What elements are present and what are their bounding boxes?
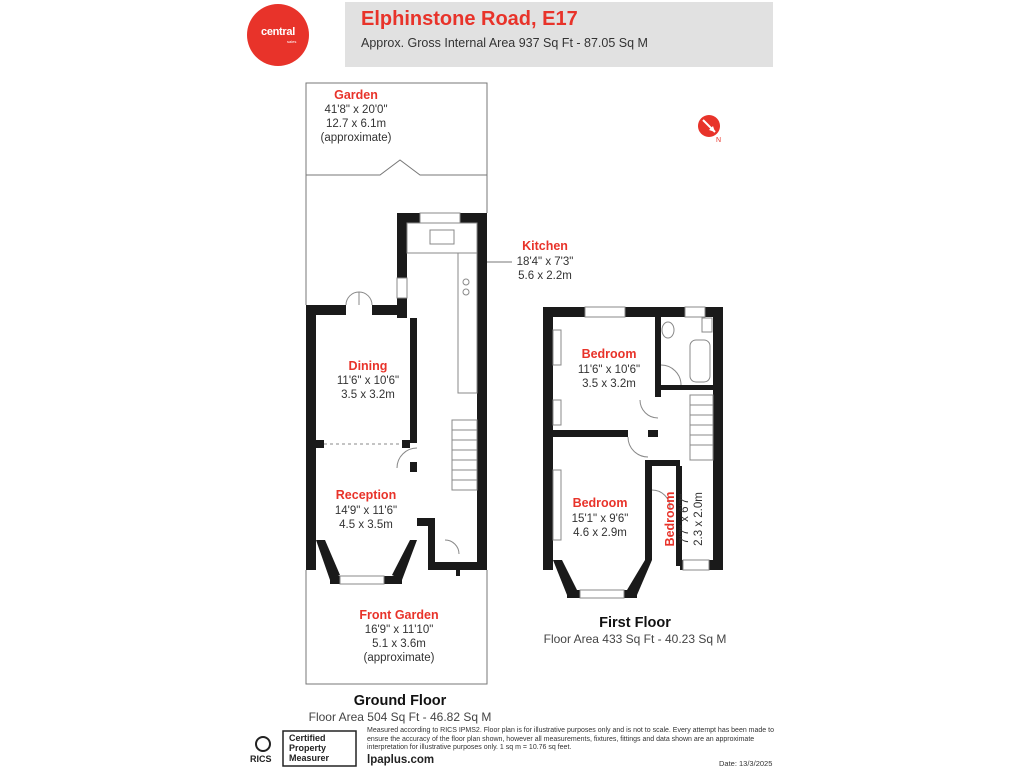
disclaimer-text: Measured according to RICS IPMS2. Floor plan is for illustrative purposes only and is not to scale. Every attempt has been made to ensure the accuracy of the floor plan shown, however all measurements, fixtures, fittings and data shown are an approximate interpretation for illustrative purposes only. 1 sq m = 10.76 sq feet. — [367, 727, 774, 751]
bedroom2-dim-metric: 4.6 x 2.9m — [573, 527, 627, 539]
first-floor-area: Floor Area 433 Sq Ft - 40.23 Sq M — [543, 632, 727, 646]
reception-dim-imperial: 14'9" x 11'6" — [334, 505, 398, 517]
first-floor-title: First Floor — [599, 615, 671, 631]
logo-subtext: sales — [287, 39, 297, 44]
ground-floor-area: Floor Area 504 Sq Ft - 46.82 Sq M — [308, 710, 492, 724]
bedroom3-label: Bedroom — [663, 491, 677, 547]
reception-label: Reception — [335, 488, 397, 502]
bedroom1-dim-metric: 3.5 x 3.2m — [582, 378, 636, 390]
rics-certified-badge — [247, 730, 357, 767]
svg-text:N: N — [716, 137, 722, 144]
gross-area: Approx. Gross Internal Area 937 Sq Ft - 87.05 Sq M — [361, 36, 648, 50]
kitchen-dim-metric: 5.6 x 2.2m — [518, 270, 572, 282]
dining-label: Dining — [348, 359, 388, 373]
bedroom1-label: Bedroom — [581, 347, 637, 361]
dining-dim-metric: 3.5 x 3.2m — [341, 389, 395, 401]
bedroom3-dim-imperial: 7'7" x 6'7" — [679, 493, 691, 545]
garden-note: (approximate) — [320, 132, 392, 144]
bedroom3-dim-metric: 2.3 x 2.0m — [693, 492, 705, 546]
front-garden-dim-imperial: 16'9" x 11'10" — [364, 624, 434, 636]
bedroom1-dim-imperial: 11'6" x 10'6" — [577, 364, 641, 376]
cert-line-2: Property — [289, 743, 327, 753]
dining-dim-imperial: 11'6" x 10'6" — [336, 375, 400, 387]
compass-icon — [698, 115, 721, 144]
kitchen-label: Kitchen — [522, 239, 568, 253]
bedroom2-label: Bedroom — [572, 496, 628, 510]
garden-dim-imperial: 41'8" x 20'0" — [324, 104, 388, 116]
lpaplus-link[interactable]: lpaplus.com — [367, 754, 435, 766]
ground-floor-title: Ground Floor — [353, 693, 447, 709]
cert-line-1: Certified — [289, 733, 326, 743]
kitchen-dim-imperial: 18'4" x 7'3" — [516, 256, 574, 268]
property-title: Elphinstone Road, E17 — [361, 8, 578, 30]
reception-dim-metric: 4.5 x 3.5m — [339, 519, 393, 531]
rics-label: RICS — [250, 754, 272, 764]
plan-date: Date: 13/3/2025 — [719, 759, 773, 768]
front-garden-label: Front Garden — [359, 608, 439, 622]
front-garden-note: (approximate) — [363, 652, 435, 664]
cert-line-3: Measurer — [289, 753, 330, 763]
garden-label: Garden — [334, 88, 378, 102]
logo-text: central — [261, 26, 295, 38]
bedroom2-dim-imperial: 15'1" x 9'6" — [571, 513, 629, 525]
front-garden-dim-metric: 5.1 x 3.6m — [372, 638, 426, 650]
garden-dim-metric: 12.7 x 6.1m — [325, 118, 387, 130]
